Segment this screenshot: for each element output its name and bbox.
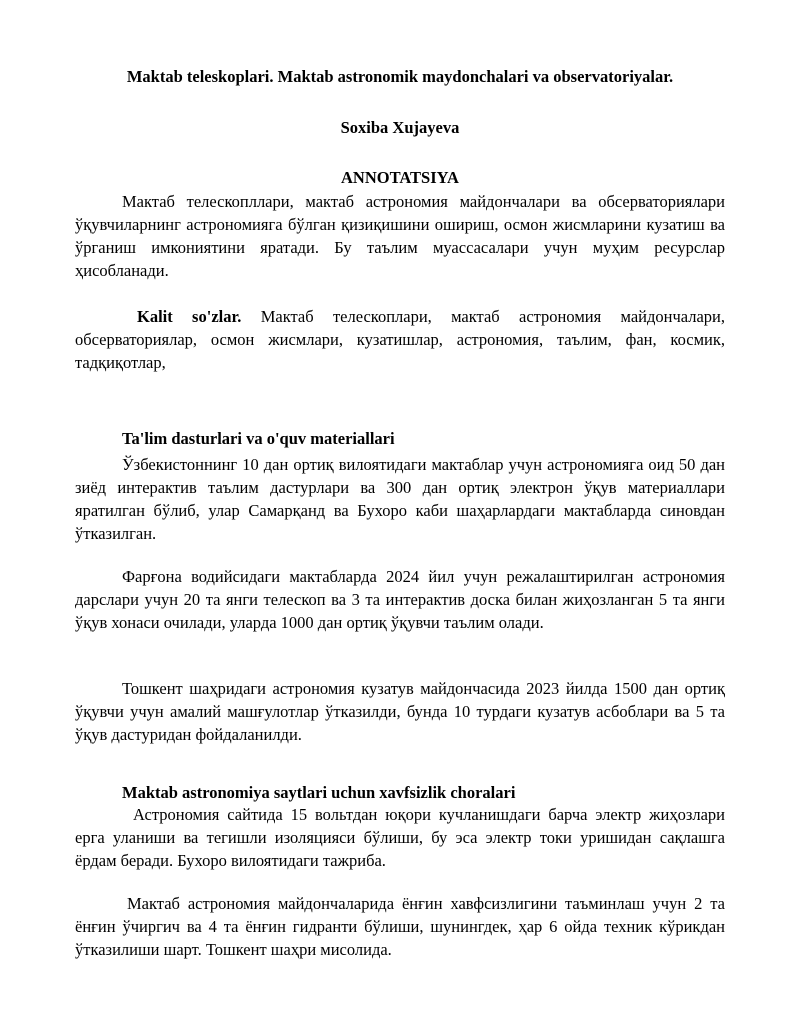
keywords-text: Мактаб телескоплари, мактаб астрономия майдончалари, обсерваториялар, осмон жисмлари, кузатишлар, астрономия, таълим, фан, космик, тадқиқотлар,: [75, 307, 725, 372]
keywords-label: Kalit so'zlar.: [137, 307, 242, 326]
annotation-paragraph: Мактаб телескопллари, мактаб астрономия майдончалари ва обсерваториялари ўқувчиларнинг астрономияга бўлган қизиқишини ошириш, осмон жисмларини кузатиш ва ўрганиш имкониятини яратади. Бу таълим муассасалари учун муҳим ресурслар ҳисобланади.: [75, 192, 725, 280]
section-heading-education: Ta'lim dasturlari va o'quv materiallari: [122, 429, 395, 448]
paragraph-safety-1: Астрономия сайтида 15 вольтдан юқори кучланишдаги барча электр жиҳозлари ерга уланиши ва тегишли изоляцияси бўлиши, бу эса электр токи уришидан сақлашга ёрдам беради. Бухоро вилоятидаги тажриба.: [75, 805, 725, 870]
annotation-heading: ANNOTATSIYA: [341, 168, 459, 187]
paragraph-education-3: Тошкент шаҳридаги астрономия кузатув майдончасида 2023 йилда 1500 дан ортиқ ўқувчи учун амалий машғулотлар ўтказилди, бунда 10 турдаги кузатув асбоблари ва 5 та ўқув дастуридан фойдаланилди.: [75, 679, 725, 744]
section-heading-safety: Maktab astronomiya saytlari uchun xavfsizlik choralari: [122, 783, 516, 802]
paragraph-education-2: Фарғона водийсидаги мактабларда 2024 йил учун режалаштирилган астрономия дарслари учун 20 та янги телескоп ва 3 та интерактив доска билан жиҳозланган 5 та янги ўқув хонаси очилади, уларда 1000 дан ортиқ ўқувчи таълим олади.: [75, 567, 725, 632]
keywords-paragraph: [75, 305, 725, 374]
paragraph-education-1: Ўзбекистоннинг 10 дан ортиқ вилоятидаги мактаблар учун астрономияга оид 50 дан зиёд интерактив таълим дастурлари ва 300 дан ортиқ электрон ўқув материаллари яратилган бўлиб, улар Самарқанд ва Бухоро каби шаҳарлардаги мактабларда синовдан ўтказилган.: [75, 455, 725, 543]
paragraph-safety-2: Мактаб астрономия майдончаларида ёнғин хавфсизлигини таъминлаш учун 2 та ёнғин ўчиргич ва 4 та ёнғин гидранти бўлиши, шунингдек, ҳар 6 ойда техник кўрикдан ўтказилиши шарт. Тошкент шаҳри мисолида.: [75, 894, 725, 959]
document-title: Maktab teleskoplari. Maktab astronomik maydonchalari va observatoriyalar.: [126, 67, 674, 86]
document-author: Soxiba Xujayeva: [340, 118, 460, 137]
